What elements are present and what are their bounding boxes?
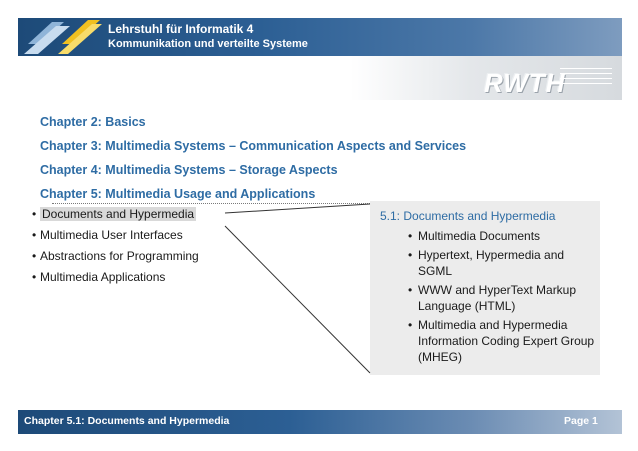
subtopic-label: Multimedia Documents — [418, 229, 541, 243]
highlighted-topic: Documents and Hypermedia — [42, 207, 195, 221]
subtopic-label: WWW and HyperText Markup Language (HTML) — [418, 283, 577, 313]
bullet: • — [32, 228, 37, 242]
chapter-5-heading: Chapter 5: Multimedia Usage and Applications — [40, 187, 316, 201]
detail-box-list — [400, 228, 595, 368]
connector-line-bottom — [225, 226, 370, 373]
topic-label: Abstractions for Programming — [40, 249, 199, 263]
bullet: • — [408, 229, 413, 243]
footer-section-title: Chapter 5.1: Documents and Hypermedia — [24, 415, 230, 427]
bullet: • — [32, 270, 37, 284]
chapter-2-heading: Chapter 2: Basics — [40, 115, 146, 129]
institute-subtitle: Kommunikation und verteilte Systeme — [108, 38, 308, 50]
topic-label: Multimedia User Interfaces — [40, 228, 183, 242]
bullet: • — [408, 283, 413, 297]
list-item — [400, 228, 595, 244]
topic-label: Multimedia Applications — [40, 270, 166, 284]
list-item — [400, 282, 595, 314]
detail-box-title: 5.1: Documents and Hypermedia — [380, 209, 556, 223]
bullet: • — [32, 207, 37, 221]
institute-name: Lehrstuhl für Informatik 4 — [108, 22, 254, 36]
bullet: • — [408, 248, 413, 262]
connector-line-top — [225, 204, 370, 213]
list-item — [400, 247, 595, 279]
bullet: • — [32, 249, 37, 263]
chapter-4-heading: Chapter 4: Multimedia Systems – Storage Aspects — [40, 163, 338, 177]
subtopic-label: Multimedia and Hypermedia Information Coding Expert Group (MHEG) — [418, 318, 595, 364]
page-number: Page 1 — [564, 415, 598, 427]
list-item — [400, 317, 595, 365]
chapter-3-heading: Chapter 3: Multimedia Systems – Communication Aspects and Services — [40, 139, 467, 153]
bullet: • — [408, 318, 413, 332]
rwth-logo-text: RWTH — [484, 68, 566, 98]
subtopic-label: Hypertext, Hypermedia and SGML — [418, 248, 565, 278]
